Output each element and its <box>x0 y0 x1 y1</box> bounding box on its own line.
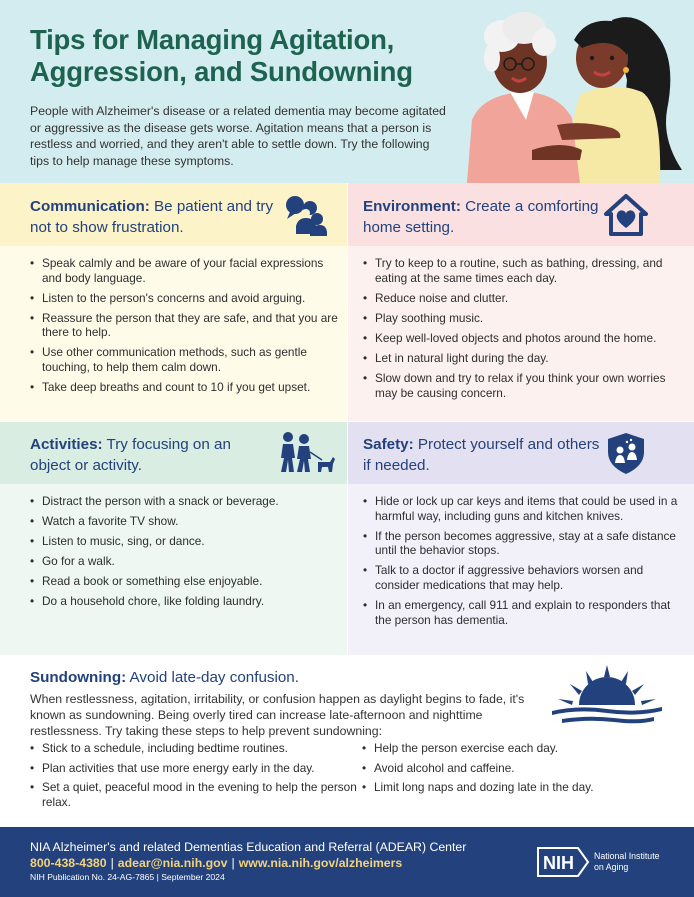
list-item: • Stick to a schedule, including bedtime routines. <box>30 741 360 756</box>
list-item: • Limit long naps and dozing late in the day. <box>362 780 672 795</box>
sundowning-title <box>30 669 299 686</box>
environment-header <box>347 183 694 246</box>
list-item: • Take deep breaths and count to 10 if you get upset. <box>30 380 339 395</box>
communication-title <box>30 196 275 238</box>
walking-dog-icon <box>278 430 336 476</box>
publication-info: NIH Publication No. 24-AG-7865 | September 2024 <box>30 872 225 882</box>
list-item: • Listen to music, sing, or dance. <box>30 534 339 549</box>
website-link[interactable]: www.nia.nih.gov/alzheimers <box>238 856 403 870</box>
environment-list <box>363 256 686 406</box>
list-item: • Hide or lock up car keys and items that could be used in a harmful way, including guns and kitchen knives. <box>363 494 686 523</box>
page-title: Tips for Managing Agitation, Aggression, and Sundowning <box>30 24 413 87</box>
safety-section <box>347 421 694 655</box>
communication-body <box>0 246 347 421</box>
list-item: • In an emergency, call 911 and explain to responders that the person has dementia. <box>363 598 686 627</box>
activities-heading: Activities: <box>30 436 103 453</box>
safety-body <box>347 484 694 655</box>
quadrant-divider-horizontal <box>0 421 694 422</box>
quadrant-divider-vertical <box>347 183 348 655</box>
nih-logo-line1: National Institute <box>594 851 660 861</box>
nih-logo-text: NIH <box>543 853 574 873</box>
list-item: • If the person becomes aggressive, stay at a safe distance until the behavior stops. <box>363 529 686 558</box>
nih-logo-label <box>594 851 660 872</box>
list-item: • Plan activities that use more energy early in the day. <box>30 761 360 776</box>
sundowning-description: When restlessness, agitation, irritability, or confusion happen as daylight begins to fade, it's known as sundowning. Being overly tired can increase late-afternoon and nighttime restlessness. Try taking these steps to help prevent sundowning: <box>30 692 525 738</box>
communication-list <box>30 256 339 400</box>
safety-header <box>347 421 694 484</box>
home-heart-icon <box>603 192 649 238</box>
separator: | <box>110 856 114 870</box>
speech-bubbles-icon <box>282 192 328 238</box>
nih-logo-mark <box>536 846 590 878</box>
separator: | <box>231 856 235 870</box>
list-item: • Talk to a doctor if aggressive behaviors worsen and consider medications that may help. <box>363 563 686 592</box>
safety-title <box>363 434 608 476</box>
list-item: • Watch a favorite TV show. <box>30 514 339 529</box>
footer-contact-line <box>30 856 402 870</box>
footer <box>0 827 694 897</box>
list-item: • Help the person exercise each day. <box>362 741 672 756</box>
nih-logo-line2: on Aging <box>594 861 629 872</box>
footer-center-name: NIA Alzheimer's and related Dementias Education and Referral (ADEAR) Center <box>30 840 467 854</box>
list-item: • Let in natural light during the day. <box>363 351 686 366</box>
caregiver-illustration <box>462 0 694 183</box>
list-item: • Slow down and try to relax if you think your own worries may be causing concern. <box>363 371 686 400</box>
list-item: • Play soothing music. <box>363 311 686 326</box>
nih-nia-logo <box>536 844 676 880</box>
list-item: • Do a household chore, like folding laundry. <box>30 594 339 609</box>
communication-header <box>0 183 347 246</box>
activities-header <box>0 421 347 484</box>
phone-link[interactable]: 800-438-4380 <box>30 856 107 870</box>
environment-body <box>347 246 694 421</box>
activities-section <box>0 421 347 655</box>
activities-subheading: Try focusing on an object or activity. <box>30 436 231 474</box>
list-item: • Distract the person with a snack or beverage. <box>30 494 339 509</box>
list-item: • Reduce noise and clutter. <box>363 291 686 306</box>
communication-heading: Communication: <box>30 198 150 215</box>
sundowning-subheading: Avoid late-day confusion. <box>126 669 299 686</box>
sundowning-list-left <box>30 741 360 814</box>
safety-subheading: Protect yourself and others if needed. <box>363 436 600 474</box>
environment-heading: Environment: <box>363 198 461 215</box>
list-item: • Keep well-loved objects and photos around the home. <box>363 331 686 346</box>
sundowning-section <box>0 655 694 827</box>
activities-list <box>30 494 339 615</box>
email-link[interactable]: adear@nia.nih.gov <box>117 856 228 870</box>
safety-heading: Safety: <box>363 436 414 453</box>
list-item: • Listen to the person's concerns and avoid arguing. <box>30 291 339 306</box>
list-item: • Read a book or something else enjoyable. <box>30 574 339 589</box>
safety-list <box>363 494 686 633</box>
intro-paragraph: People with Alzheimer's disease or a related dementia may become agitated or aggressive as the disease gets worse. Agitation means that a person is restless and worried, and they aren't able to settle down. Try the following tips to help manage these symptoms. <box>30 104 446 168</box>
list-item: • Reassure the person that they are safe, and that you are there to help. <box>30 311 339 340</box>
communication-section <box>0 183 347 421</box>
communication-subheading: Be patient and try not to show frustration. <box>30 198 274 236</box>
list-item: • Try to keep to a routine, such as bathing, dressing, and eating at the same times each day. <box>363 256 686 285</box>
header-banner <box>0 0 694 183</box>
list-item: • Speak calmly and be aware of your facial expressions and body language. <box>30 256 339 285</box>
list-item: • Avoid alcohol and caffeine. <box>362 761 672 776</box>
list-item: • Set a quiet, peaceful mood in the evening to help the person relax. <box>30 780 360 809</box>
environment-title <box>363 196 608 238</box>
list-item: • Use other communication methods, such as gentle touching, to help them calm down. <box>30 345 339 374</box>
sundowning-list-right <box>362 741 672 800</box>
shield-people-icon <box>603 430 649 476</box>
list-item: • Go for a walk. <box>30 554 339 569</box>
sundowning-heading: Sundowning: <box>30 669 127 686</box>
activities-title <box>30 434 275 476</box>
activities-body <box>0 484 347 655</box>
environment-section <box>347 183 694 421</box>
sunset-icon <box>548 661 666 727</box>
environment-subheading: Create a comforting home setting. <box>363 198 599 236</box>
